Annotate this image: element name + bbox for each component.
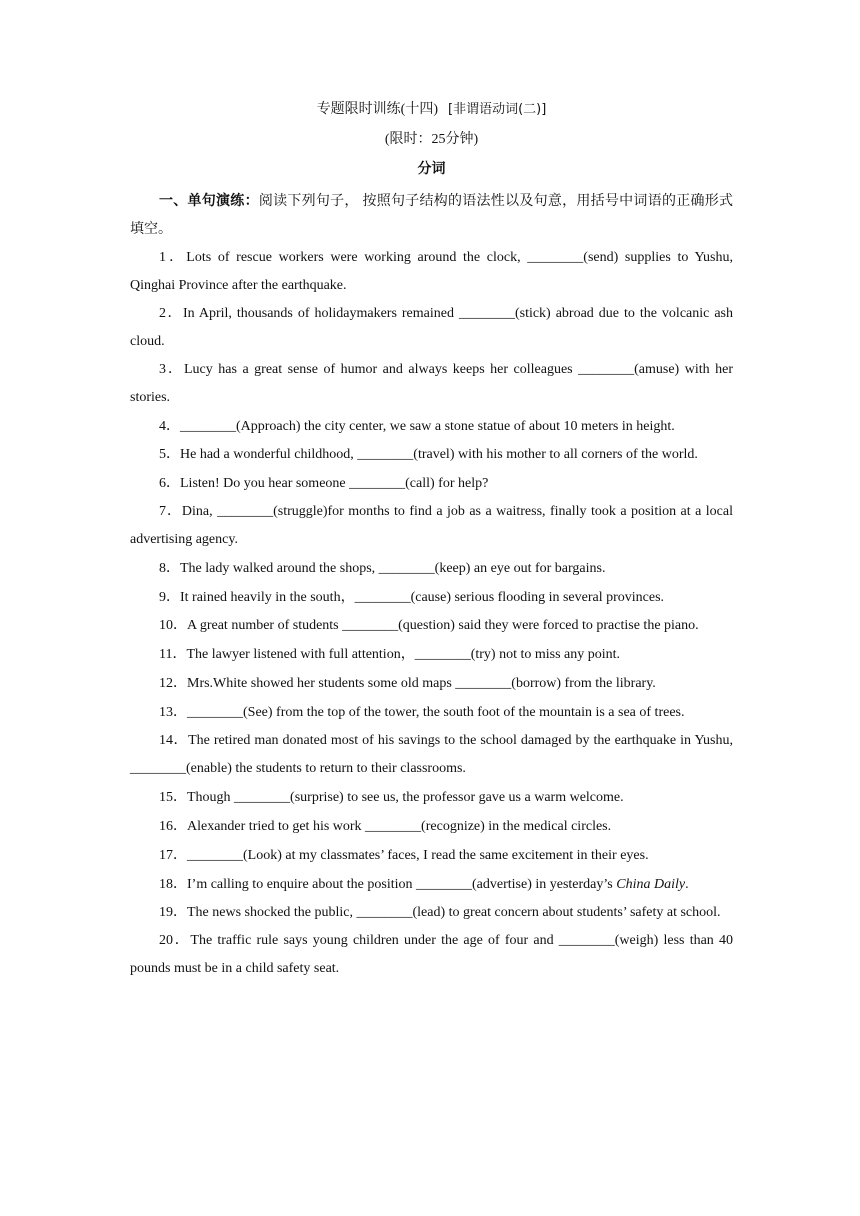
question-3: 3．Lucy has a great sense of humor and always keeps her colleagues ________(amuse) with her stories. xyxy=(130,362,733,405)
question-8: 8．The lady walked around the shops, ________(keep) an eye out for bargains. xyxy=(159,561,606,576)
question-18-newspaper: China Daily xyxy=(616,877,686,892)
question-15: 15．Though ________(surprise) to see us, the professor gave us a warm welcome. xyxy=(159,790,624,805)
question-4: 4．________(Approach) the city center, we saw a stone statue of about 10 meters in height. xyxy=(159,419,675,434)
question-18-text: 18．I’m calling to enquire about the position ________(advertise) in yesterday’s xyxy=(159,877,617,892)
question-18-end: . xyxy=(685,877,689,892)
question-5: 5．He had a wonderful childhood, ________(travel) with his mother to all corners of the world. xyxy=(159,447,698,462)
question-10: 10．A great number of students ________(question) said they were forced to practise the piano. xyxy=(159,618,699,633)
question-7: 7．Dina, ________(struggle)for months to find a job as a waitress, finally took a position at a local advertising agency. xyxy=(130,504,733,547)
question-18 xyxy=(130,870,733,899)
question-6: 6．Listen! Do you hear someone ________(call) for help? xyxy=(159,476,489,491)
question-1: 1．Lots of rescue workers were working around the clock, ________(send) supplies to Yushu, Qinghai Province after the earthquake. xyxy=(130,250,733,293)
section-heading: 分词 xyxy=(417,162,446,177)
worksheet-page xyxy=(130,100,733,983)
page-title xyxy=(130,100,733,120)
question-2: 2．In April, thousands of holidaymakers remained ________(stick) abroad due to the volcanic ash cloud. xyxy=(130,306,733,349)
question-16: 16．Alexander tried to get his work ________(recognize) in the medical circles. xyxy=(159,819,612,834)
question-9: 9．It rained heavily in the south，________(cause) serious flooding in several provinces. xyxy=(159,590,665,605)
question-13: 13．________(See) from the top of the tower, the south foot of the mountain is a sea of trees. xyxy=(159,705,685,720)
question-12: 12．Mrs.White showed her students some old maps ________(borrow) from the library. xyxy=(159,676,656,691)
title-topic: [非谓语动词(二)] xyxy=(448,102,547,117)
instructions-heading: 一、单句演练： xyxy=(159,194,259,209)
question-17: 17．________(Look) at my classmates’ faces, I read the same excitement in their eyes. xyxy=(159,848,649,863)
question-19: 19．The news shocked the public, ________(lead) to great concern about students’ safety at school. xyxy=(159,905,721,920)
time-limit: (限时：25分钟) xyxy=(384,132,479,147)
instructions xyxy=(130,188,733,244)
question-11: 11．The lawyer listened with full attention，________(try) not to miss any point. xyxy=(159,647,621,662)
title-text: 专题限时训练(十四) xyxy=(316,102,439,117)
question-20: 20．The traffic rule says young children under the age of four and ________(weigh) less than 40 pounds must be in a child safety seat. xyxy=(130,933,733,976)
question-14: 14．The retired man donated most of his savings to the school damaged by the earthquake in Yushu, ________(enable) the students to return to their classrooms. xyxy=(130,733,733,776)
instructions-text: 阅读下列句子， 按照句子结构的语法性以及句意，用括号中词语的正确形式填空。 xyxy=(130,194,734,237)
